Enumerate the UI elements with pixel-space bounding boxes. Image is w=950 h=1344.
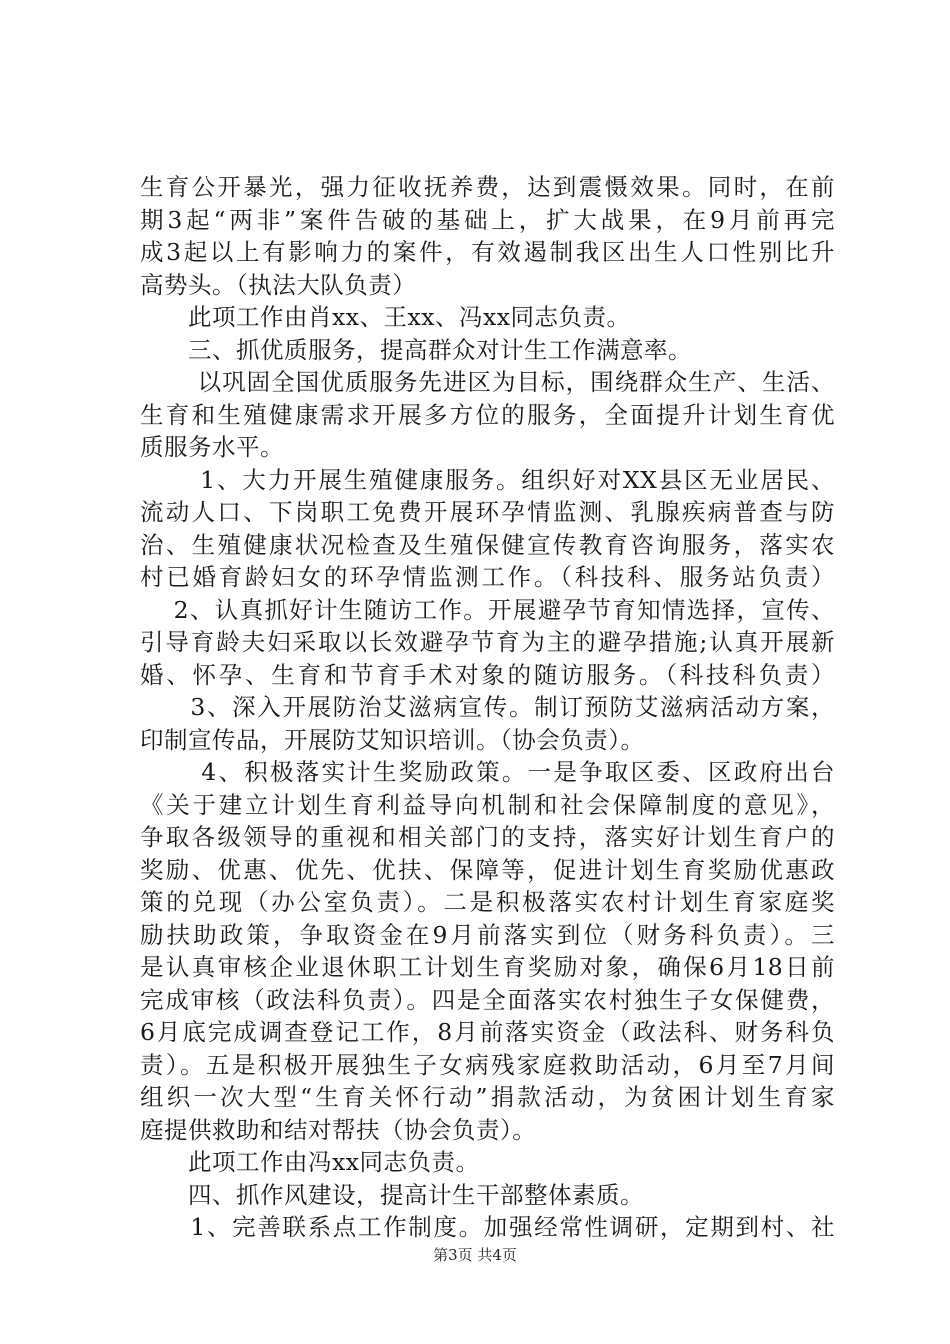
text-line: 三、抓优质服务，提高群众对计生工作满意率。 <box>140 335 692 364</box>
text-line: 质服务水平。 <box>140 433 284 461</box>
text-line: 印制宣传品，开展防艾知识培训。（协会负责）。 <box>140 725 645 754</box>
text-line: 以巩固全国优质服务先进区为目标，围绕群众生产、生活、 <box>140 368 835 396</box>
text-line: 此项工作由肖xx、王xx、冯xx同志负责。 <box>140 303 631 331</box>
text-line: 组织一次大型“生育关怀行动”捐款活动，为贫困计划生育家 <box>140 1083 835 1111</box>
text-line: 责）。五是积极开展独生子女病残家庭救助活动，6月至7月间 <box>140 1050 835 1079</box>
text-line: 期3起“两非”案件告破的基础上，扩大战果，在9月前再完 <box>140 205 835 234</box>
text-line: 1、完善联系点工作制度。加强经常性调研，定期到村、社 <box>140 1213 835 1241</box>
text-line: 此项工作由冯xx同志负责。 <box>140 1148 480 1176</box>
text-line: 四、抓作风建设，提高计生干部整体素质。 <box>140 1180 644 1209</box>
text-line: 流动人口、下岗职工免费开展环孕情监测、乳腺疾病普查与防 <box>140 498 835 526</box>
text-line: 生育和生殖健康需求开展多方位的服务，全面提升计划生育优 <box>140 400 835 429</box>
text-line: 完成审核（政法科负责）。四是全面落实农村独生子女保健费， <box>140 985 835 1014</box>
page-footer: 第3页 共4页 <box>433 1246 517 1264</box>
text-line: 治、生殖健康状况检查及生殖保健宣传教育咨询服务，落实农 <box>140 530 835 559</box>
text-line: 是认真审核企业退休职工计划生育奖励对象，确保6月18日前 <box>140 953 835 981</box>
text-line: 婚、怀孕、生育和节育手术对象的随访服务。（科技科负责） <box>140 660 835 689</box>
text-line: 4、积极落实计生奖励政策。一是争取区委、区政府出台 <box>140 758 835 786</box>
text-line: 策的兑现（办公室负责）。二是积极落实农村计划生育家庭奖 <box>140 888 835 916</box>
text-line: 奖励、优惠、优先、优扶、保障等，促进计划生育奖励优惠政 <box>140 855 835 884</box>
text-line: 《关于建立计划生育利益导向机制和社会保障制度的意见》， <box>140 790 835 819</box>
text-line: 3、深入开展防治艾滋病宣传。制订预防艾滋病活动方案， <box>140 693 835 721</box>
text-line: 1、大力开展生殖健康服务。组织好对XX县区无业居民、 <box>140 465 835 494</box>
text-line: 争取各级领导的重视和相关部门的支持，落实好计划生育户的 <box>140 823 835 851</box>
document-body <box>140 171 835 1244</box>
text-line: 村已婚育龄妇女的环孕情监测工作。（科技科、服务站负责） <box>140 563 835 591</box>
text-line: 生育公开暴光，强力征收抚养费，达到震慑效果。同时，在前 <box>140 173 835 201</box>
text-line: 励扶助政策，争取资金在9月前落实到位（财务科负责）。三 <box>140 920 835 949</box>
text-line: 高势头。（执法大队负责） <box>140 270 417 299</box>
text-line: 庭提供救助和结对帮扶（协会负责）。 <box>140 1115 537 1144</box>
text-line: 2、认真抓好计生随访工作。开展避孕节育知情选择，宣传、 <box>140 595 835 624</box>
text-line: 引导育龄夫妇采取以长效避孕节育为主的避孕措施;认真开展新 <box>140 628 835 656</box>
text-line: 6月底完成调查登记工作，8月前落实资金（政法科、财务科负 <box>140 1018 835 1046</box>
text-line: 成3起以上有影响力的案件，有效遏制我区出生人口性别比升 <box>140 238 835 266</box>
